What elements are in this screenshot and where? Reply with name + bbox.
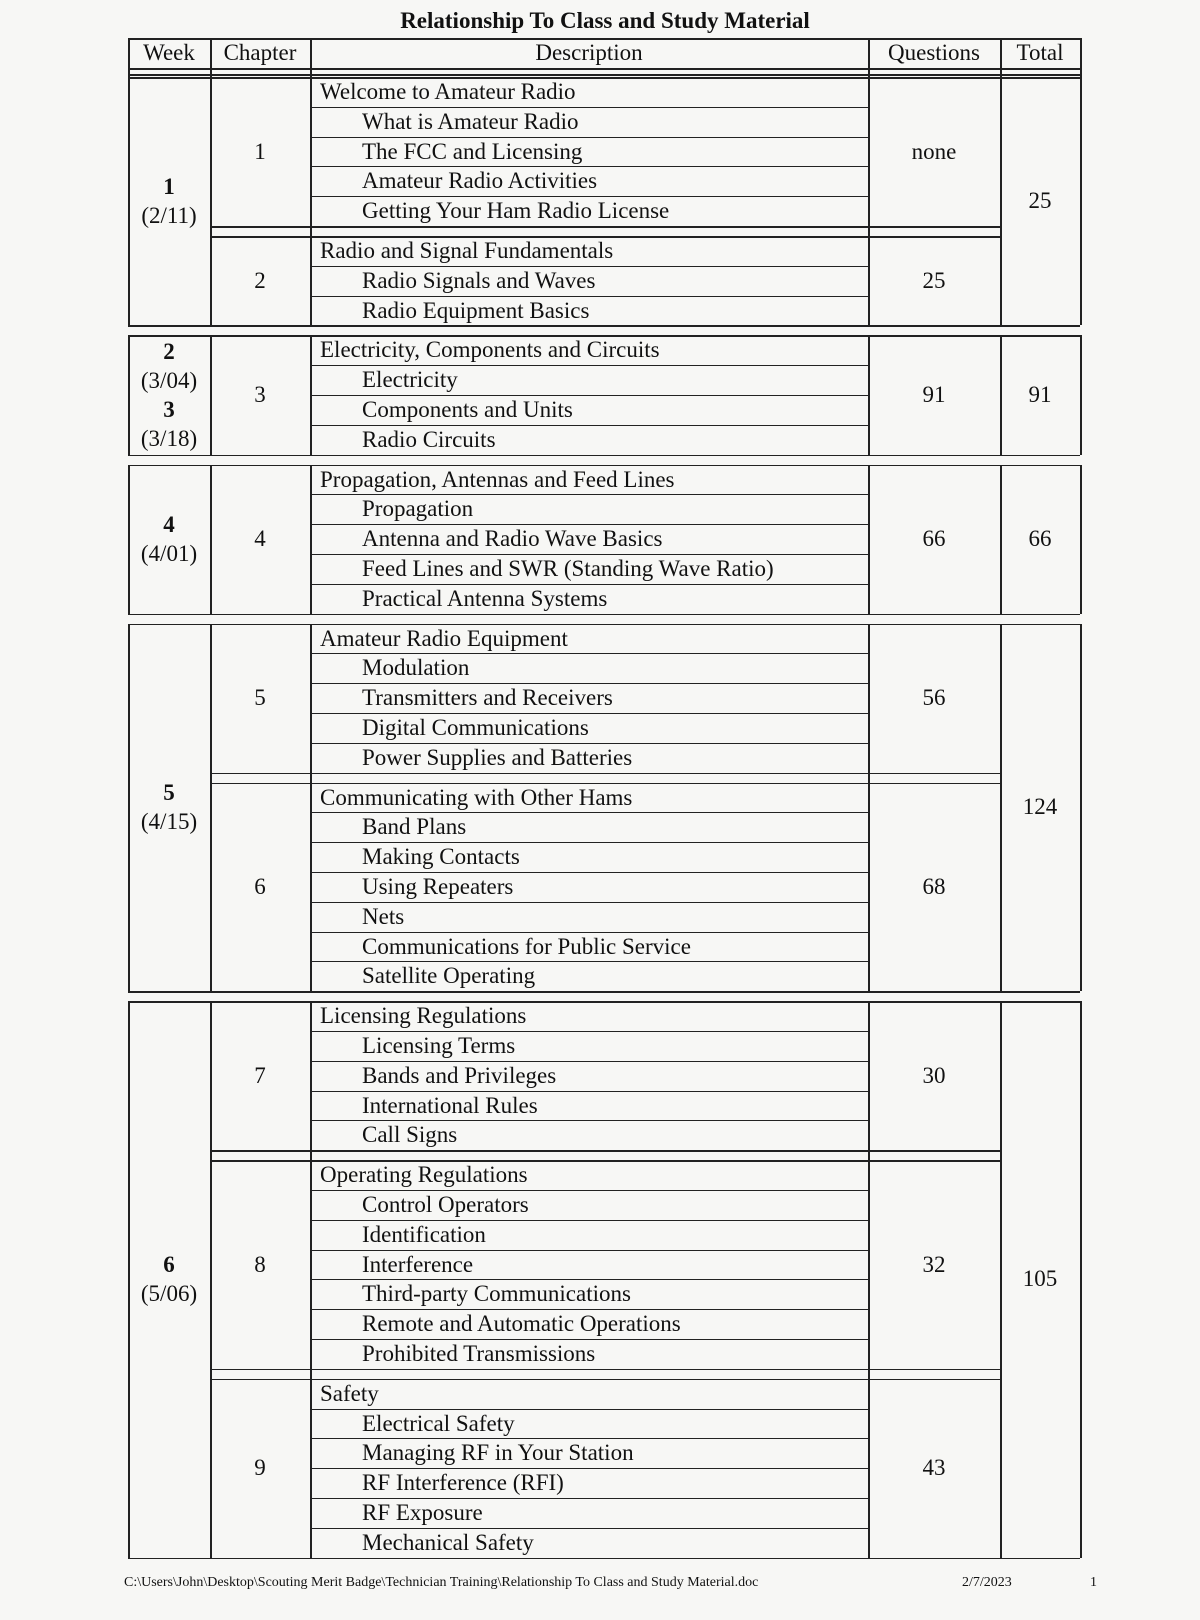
footer-page-number: 1: [1090, 1575, 1097, 1590]
week-label: 4: [163, 512, 175, 538]
chapter-number: 6: [254, 873, 266, 899]
column-rule: [210, 77, 212, 325]
question-count: none: [911, 138, 957, 164]
topic-item: Control Operators: [362, 1192, 529, 1217]
topic-item: Feed Lines and SWR (Standing Wave Ratio): [362, 556, 774, 581]
question-count: 56: [922, 685, 946, 711]
topic-item: Antenna and Radio Wave Basics: [362, 526, 663, 552]
topic-item: Propagation: [362, 496, 474, 522]
week-top-rule: [128, 1001, 1080, 1003]
column-rule: [210, 38, 212, 77]
header-description: Description: [535, 40, 643, 65]
header-questions: Questions: [888, 40, 980, 65]
column-rule: [128, 38, 130, 77]
chapter-title: Safety: [320, 1380, 379, 1406]
chapter-title: Amateur Radio Equipment: [320, 625, 568, 651]
column-rule: [1000, 38, 1002, 77]
week-label: 3: [163, 397, 175, 422]
week-total: 91: [1028, 382, 1052, 407]
topic-item: The FCC and Licensing: [362, 138, 583, 164]
topic-item: Getting Your Ham Radio License: [362, 198, 670, 224]
week-label: 6: [163, 1252, 175, 1278]
topic-item: Band Plans: [362, 814, 467, 840]
topic-item: Components and Units: [362, 397, 573, 422]
column-rule: [1080, 77, 1082, 325]
topic-item: Amateur Radio Activities: [362, 168, 598, 194]
topic-item: Modulation: [362, 655, 470, 681]
column-rule: [868, 335, 870, 454]
chapter-title: Electricity, Components and Circuits: [320, 337, 660, 363]
chapter-separator: [210, 1150, 1000, 1152]
week-total: 124: [1022, 794, 1058, 820]
column-rule: [868, 624, 870, 992]
topic-item: Electricity: [362, 367, 458, 393]
week-label: (3/18): [140, 426, 198, 451]
topic-item: Radio Signals and Waves: [362, 267, 596, 293]
chapter-separator: [210, 226, 1000, 228]
chapter-number: 7: [254, 1062, 266, 1088]
column-rule: [1080, 38, 1082, 77]
topic-item: Bands and Privileges: [362, 1062, 557, 1088]
header-total: Total: [1016, 40, 1064, 65]
week-total: 25: [1028, 188, 1052, 214]
topic-item: Digital Communications: [362, 715, 589, 740]
question-count: 68: [922, 873, 946, 899]
topic-item: Remote and Automatic Operations: [362, 1311, 681, 1337]
topic-item: Radio Equipment Basics: [362, 297, 590, 323]
header-week: Week: [143, 40, 195, 65]
footer-file-path: C:\Users\John\Desktop\Scouting Merit Badge\Technician Training\Relationship To Class and Study Material.doc: [124, 1575, 759, 1590]
chapter-separator: [210, 773, 1000, 775]
question-count: 30: [922, 1062, 946, 1088]
topic-item: Communications for Public Service: [362, 933, 691, 959]
column-rule: [210, 335, 212, 454]
topic-item: Using Repeaters: [362, 874, 514, 899]
topic-item: Nets: [362, 903, 405, 929]
question-count: 91: [922, 382, 946, 407]
topic-item: Third-party Communications: [362, 1281, 631, 1307]
week-top-rule: [128, 465, 1080, 467]
column-rule: [1080, 624, 1082, 992]
week-label: 2: [163, 339, 175, 364]
topic-item: Mechanical Safety: [362, 1529, 534, 1555]
column-rule: [310, 38, 312, 77]
week-total: 105: [1022, 1266, 1058, 1292]
question-count: 32: [922, 1251, 946, 1277]
footer-date: 2/7/2023: [962, 1575, 1012, 1590]
topic-item: RF Interference (RFI): [362, 1470, 564, 1496]
week-label: 5: [163, 780, 175, 806]
chapter-number: 4: [254, 526, 266, 552]
topic-item: Satellite Operating: [362, 963, 536, 989]
week-top-rule: [128, 335, 1080, 337]
week-separator: [128, 325, 1080, 327]
week-top-rule: [128, 77, 1080, 79]
topic-item: Making Contacts: [362, 844, 520, 870]
column-rule: [310, 624, 312, 992]
column-rule: [310, 465, 312, 614]
chapter-title: Welcome to Amateur Radio: [320, 79, 576, 104]
chapter-separator: [210, 1369, 1000, 1371]
header-top-rule: [128, 38, 1080, 40]
question-count: 66: [922, 526, 946, 552]
week-label: (5/06): [140, 1281, 198, 1307]
chapter-title: Communicating with Other Hams: [320, 784, 633, 810]
week-label: (2/11): [141, 203, 197, 229]
topic-item: RF Exposure: [362, 1500, 483, 1525]
topic-item: What is Amateur Radio: [362, 108, 579, 134]
column-rule: [1080, 1001, 1082, 1557]
topic-item: Transmitters and Receivers: [362, 685, 613, 711]
week-top-rule: [128, 624, 1080, 626]
column-rule: [868, 77, 870, 325]
document-title: Relationship To Class and Study Material: [400, 8, 810, 33]
chapter-title: Operating Regulations: [320, 1162, 528, 1188]
chapter-number: 8: [254, 1251, 266, 1277]
column-rule: [868, 38, 870, 77]
chapter-number: 9: [254, 1455, 266, 1481]
week-label: (4/15): [140, 809, 198, 835]
topic-item: Licensing Terms: [362, 1033, 516, 1058]
week-total: 66: [1028, 526, 1052, 552]
week-separator: [128, 455, 1080, 457]
chapter-title: Propagation, Antennas and Feed Lines: [320, 466, 675, 492]
topic-item: Power Supplies and Batteries: [362, 744, 633, 770]
column-rule: [310, 335, 312, 454]
chapter-title: Radio and Signal Fundamentals: [320, 238, 614, 263]
chapter-number: 1: [254, 138, 266, 164]
chapter-number: 2: [254, 267, 266, 293]
topic-item: Interference: [362, 1251, 474, 1277]
column-rule: [210, 624, 212, 992]
column-rule: [1080, 465, 1082, 614]
column-rule: [310, 77, 312, 325]
week-separator: [128, 991, 1080, 993]
week-label: (4/01): [140, 541, 198, 567]
column-rule: [210, 465, 212, 614]
topic-item: Practical Antenna Systems: [362, 585, 608, 611]
table-bottom-rule: [128, 1558, 1080, 1560]
week-label: 1: [163, 174, 175, 200]
chapter-title: Licensing Regulations: [320, 1003, 527, 1029]
column-rule: [310, 1001, 312, 1557]
chapter-number: 5: [254, 685, 266, 711]
column-rule: [1080, 335, 1082, 454]
topic-item: Electrical Safety: [362, 1410, 515, 1436]
topic-item: Identification: [362, 1221, 486, 1247]
column-rule: [868, 1001, 870, 1557]
question-count: 25: [922, 267, 946, 293]
header-bottom-rule: [128, 68, 1080, 70]
topic-item: Managing RF in Your Station: [362, 1440, 634, 1466]
header-double-rule: [128, 74, 1080, 76]
week-label: (3/04): [140, 368, 198, 393]
question-count: 43: [922, 1455, 946, 1481]
topic-item: Radio Circuits: [362, 426, 496, 452]
column-rule: [868, 465, 870, 614]
header-chapter: Chapter: [223, 40, 297, 65]
topic-item: International Rules: [362, 1092, 538, 1118]
column-rule: [210, 1001, 212, 1557]
chapter-number: 3: [254, 382, 266, 407]
topic-item: Call Signs: [362, 1122, 458, 1148]
topic-item: Prohibited Transmissions: [362, 1341, 596, 1366]
week-separator: [128, 614, 1080, 616]
